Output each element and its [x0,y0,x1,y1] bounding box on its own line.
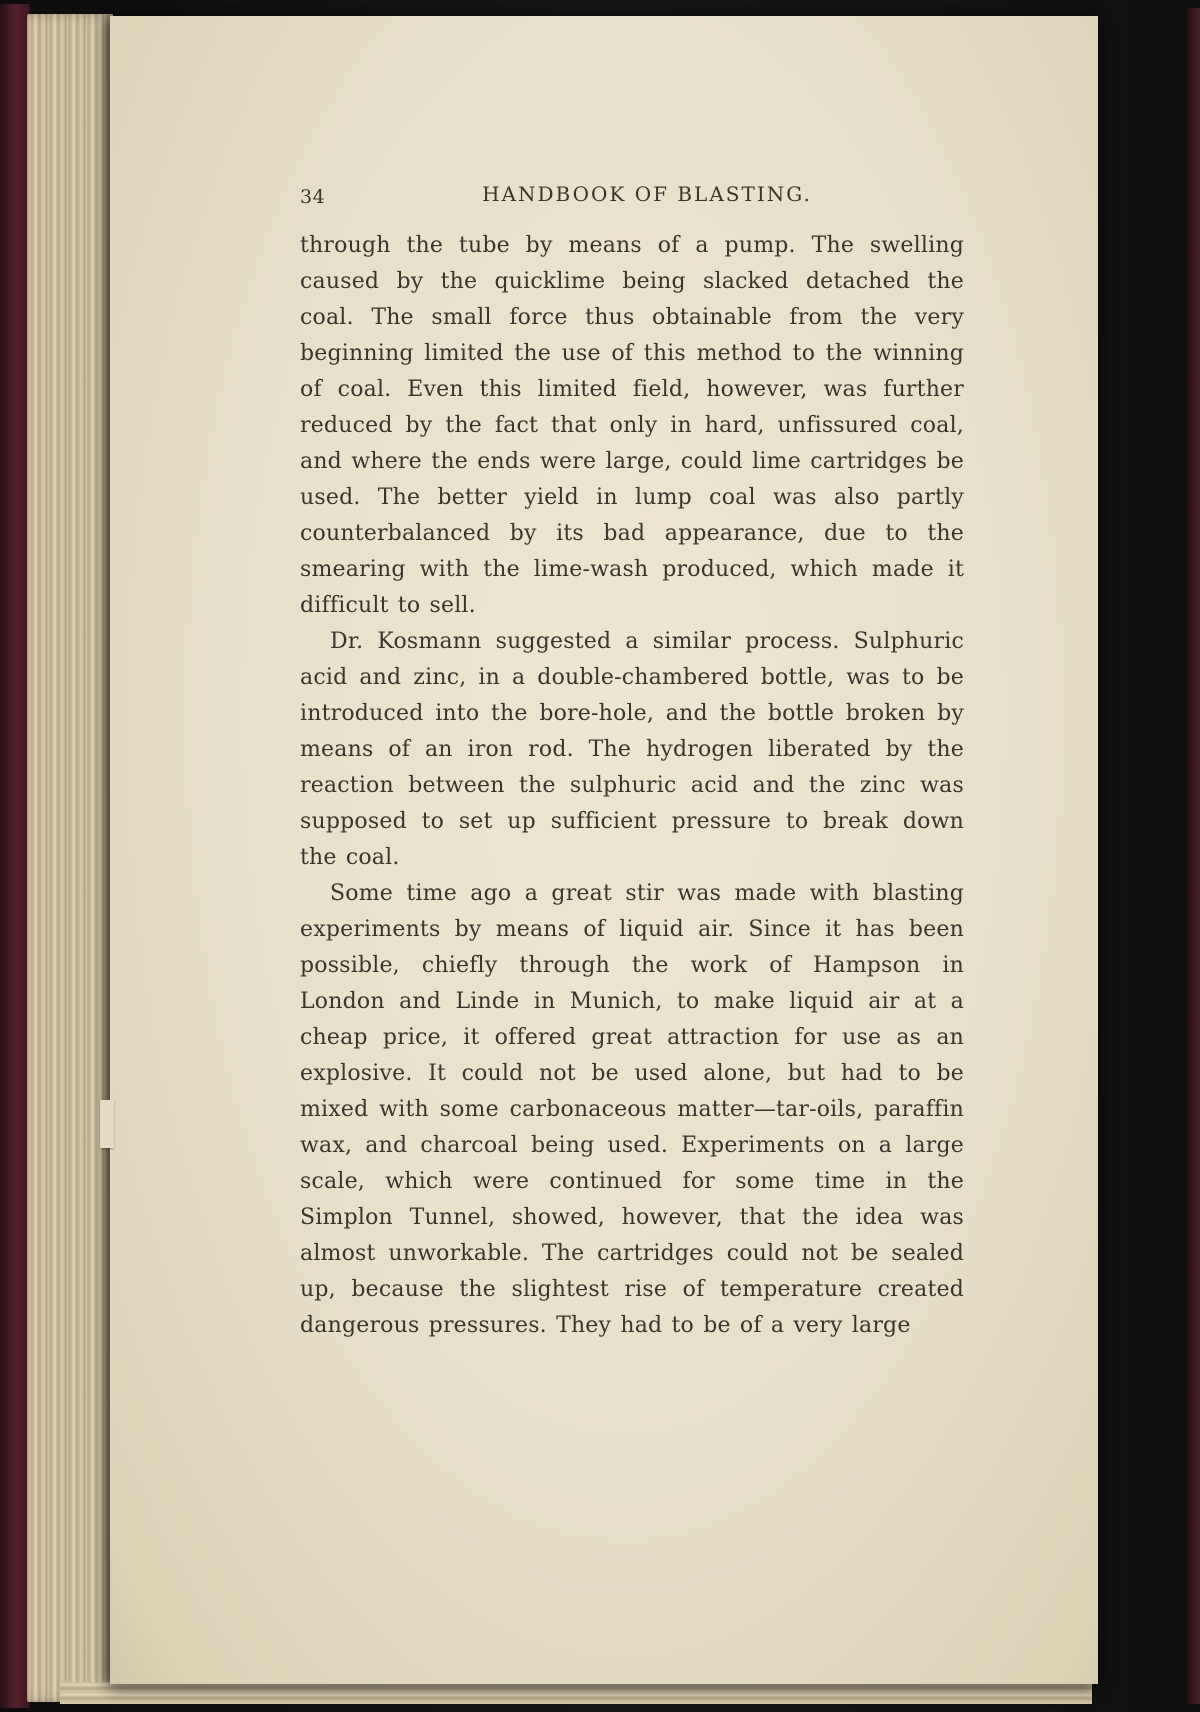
book-cover-spine [0,4,30,1708]
page-stack-left-edge [27,14,113,1702]
paragraph: through the tube by means of a pump. The swelling caused by the quicklime being slacked detached the coal. The small force thus obtainable from the very beginning limited the use of this method to the winning of coal. Even this limited field, however, was further reduced by the fact that only in hard, unfissured coal, and where the ends were large, could lime cartridges be used. The better yield in lump coal was also partly counterbalanced by its bad appearance, due to the smearing with the lime-wash produced, which made it difficult to sell. [300,233,964,618]
running-header [300,182,964,212]
page-stack-bottom-edge [60,1682,1092,1704]
paragraph: Dr. Kosmann suggested a similar process. Sulphuric acid and zinc, in a double-chambered bottle, was to be introduced into the bore-hole, and the bottle broken by means of an iron rod. The hydrogen liberated by the reaction between the sulphuric acid and the zinc was supposed to set up sufficient pressure to break down the coal. [300,629,964,870]
paragraph: Some time ago a great stir was made with blasting experiments by means of liquid air. Since it has been possible, chiefly through the work of Hampson in London and Linde in Munich, to make liquid air at a cheap price, it offered great attraction for use as an explosive. It could not be used alone, but had to be mixed with some carbonaceous matter—tar-oils, paraffin wax, and charcoal being used. Experiments on a large scale, which were continued for some time in the Simplon Tunnel, showed, however, that the idea was almost unworkable. The cartridges could not be sealed up, because the slightest rise of temperature created dangerous pressures. They had to be of a very large [300,881,964,1338]
page-edge-notch [100,1100,114,1148]
body-text [300,228,964,1344]
running-header-title: HANDBOOK OF BLASTING. [482,182,812,206]
book-cover-edge-right [1187,8,1200,1704]
page-text-block [300,182,964,1344]
page-number: 34 [300,186,326,208]
